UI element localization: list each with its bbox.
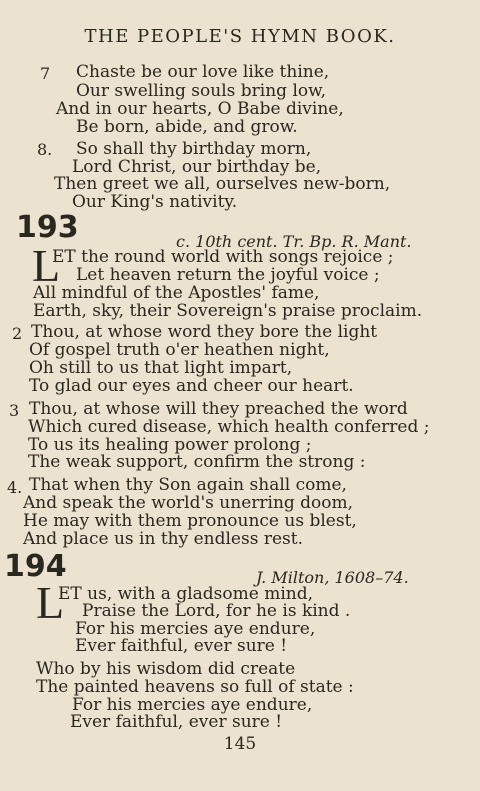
verse-line: For his mercies aye endure, — [75, 619, 316, 639]
verse-line: ET us, with a gladsome mind, — [58, 584, 314, 604]
running-head: THE PEOPLE'S HYMN BOOK. — [84, 26, 396, 47]
verse-line: Chaste be our love like thine, — [76, 62, 330, 82]
verse-line: Which cured disease, which health conferred ; — [28, 417, 430, 437]
verse-number: 3 — [9, 401, 20, 420]
verse-line: Our King's nativity. — [72, 192, 238, 212]
verse-line: And speak the world's unerring doom, — [23, 493, 354, 513]
verse-line: Thou, at whose will they preached the word — [29, 399, 408, 419]
hymn-attribution: c. 10th cent. Tr. Bp. R. Mant. — [176, 232, 412, 251]
verse-line: To us its healing power prolong ; — [28, 435, 312, 455]
verse-line: Lord Christ, our birthday be, — [72, 157, 322, 177]
page-number: 145 — [223, 734, 257, 754]
verse-number: 2 — [12, 324, 23, 343]
verse-line: That when thy Son again shall come, — [29, 475, 347, 495]
verse-line: Praise the Lord, for he is kind . — [82, 601, 351, 621]
verse-line: Our swelling souls bring low, — [76, 81, 327, 101]
verse-line: Let heaven return the joyful voice ; — [76, 265, 380, 285]
verse-number: 4. — [7, 478, 23, 497]
verse-line: And place us in thy endless rest. — [23, 529, 303, 549]
verse-line: And in our hearts, O Babe divine, — [56, 99, 344, 119]
verse-line: Ever faithful, ever sure ! — [70, 712, 283, 732]
verse-line: Ever faithful, ever sure ! — [75, 636, 288, 656]
verse-line: Be born, abide, and grow. — [76, 117, 298, 137]
verse-line: Who by his wisdom did create — [36, 659, 296, 679]
hymn-number: 193 — [16, 210, 79, 245]
verse-line: Oh still to us that light impart, — [29, 358, 293, 378]
verse-line: ET the round world with songs rejoice ; — [52, 247, 394, 267]
verse-number: 8. — [37, 140, 53, 159]
verse-line: So shall thy birthday morn, — [76, 139, 312, 159]
verse-line: The painted heavens so full of state : — [36, 677, 354, 697]
verse-line: All mindful of the Apostles' fame, — [33, 283, 320, 303]
verse-line: Then greet we all, ourselves new-born, — [54, 174, 391, 194]
drop-cap: L — [32, 240, 61, 291]
verse-line: The weak support, confirm the strong : — [28, 452, 366, 472]
hymn-attribution: J. Milton, 1608–74. — [256, 568, 409, 587]
hymn-number: 194 — [4, 549, 67, 584]
verse-line: He may with them pronounce us blest, — [23, 511, 357, 531]
verse-line: Earth, sky, their Sovereign's praise proclaim. — [33, 301, 423, 321]
verse-line: To glad our eyes and cheer our heart. — [29, 376, 354, 396]
verse-line: Thou, at whose word they bore the light — [31, 322, 378, 342]
verse-line: For his mercies aye endure, — [72, 695, 313, 715]
verse-line: Of gospel truth o'er heathen night, — [29, 340, 330, 360]
verse-number: 7 — [40, 64, 51, 83]
drop-cap: L — [36, 577, 65, 628]
